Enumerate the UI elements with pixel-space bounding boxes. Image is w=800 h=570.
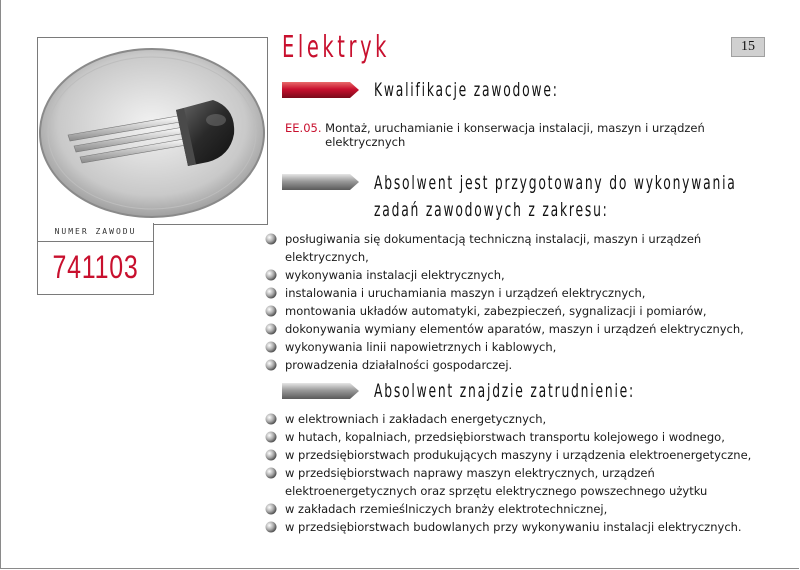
gray-sphere-bullet-icon (265, 431, 277, 443)
gray-sphere-bullet-icon (265, 287, 277, 299)
tasks-heading-line2: zadań zawodowych z zakresu: (374, 199, 609, 221)
tasks-heading-line1: Absolwent jest przygotowany do wykonywania (374, 172, 737, 194)
list-item-text: prowadzenia działalności gospodarczej. (285, 358, 513, 372)
list-item (265, 230, 745, 266)
list-item-text: w elektrowniach i zakładach energetycznych, (285, 412, 547, 426)
profession-code-value: 741103 (52, 249, 139, 285)
list-item (265, 428, 751, 446)
gray-sphere-bullet-icon (265, 305, 277, 317)
tasks-list (265, 230, 745, 374)
page-number: 15 (731, 37, 765, 57)
list-item-text: montowania układów automatyki, zabezpieczeń, sygnalizacji i pomiarów, (285, 304, 707, 318)
list-item (265, 320, 745, 338)
list-item-text: instalowania i uruchamiania maszyn i urządzeń elektrycznych, (285, 286, 646, 300)
transistor-image (37, 37, 268, 225)
gray-sphere-bullet-icon (265, 233, 277, 245)
qualification-item (285, 121, 765, 149)
list-item-text: posługiwania się dokumentacją techniczną instalacji, maszyn i urządzeń elektrycznych, (285, 232, 702, 264)
list-item (265, 518, 751, 536)
list-item (265, 284, 745, 302)
qualification-text: Montaż, uruchamianie i konserwacja instalacji, maszyn i urządzeń elektrycznych (325, 121, 705, 149)
gray-sphere-bullet-icon (265, 413, 277, 425)
list-item-text: wykonywania instalacji elektrycznych, (285, 268, 505, 282)
gray-sphere-bullet-icon (265, 323, 277, 335)
list-item-text: w hutach, kopalniach, przedsiębiorstwach transportu kolejowego i wodnego, (285, 430, 725, 444)
list-item-text: w przedsiębiorstwach produkujących maszyny i urządzenia elektroenergetyczne, (285, 448, 752, 462)
list-item (265, 464, 751, 500)
list-item (265, 446, 751, 464)
qualification-code: EE.05. (285, 121, 322, 135)
profession-code-label: NUMER ZAWODU (38, 223, 153, 242)
gray-sphere-bullet-icon (265, 359, 277, 371)
list-item (265, 410, 751, 428)
list-item-text: w zakładach rzemieślniczych branży elektrotechnicznej, (285, 502, 608, 516)
employment-list (265, 410, 751, 536)
gray-arrow-banner-icon (282, 172, 360, 192)
gray-sphere-bullet-icon (265, 269, 277, 281)
list-item (265, 302, 745, 320)
list-item-text: w przedsiębiorstwach naprawy maszyn elektrycznych, urządzeń elektroenergetycznych oraz sprzętu elektrycznego powszechnego użytku (285, 466, 708, 498)
gray-sphere-bullet-icon (265, 467, 277, 479)
profession-code-box (37, 223, 154, 295)
list-item (265, 266, 745, 284)
gray-sphere-bullet-icon (265, 503, 277, 515)
list-item-text: w przedsiębiorstwach budowlanych przy wykonywaniu instalacji elektrycznych. (285, 520, 742, 534)
list-item-text: wykonywania linii napowietrznych i kablowych, (285, 340, 557, 354)
list-item (265, 500, 751, 518)
list-item-text: dokonywania wymiany elementów aparatów, maszyn i urządzeń elektrycznych, (285, 322, 744, 336)
page-title: Elektryk (282, 30, 391, 65)
red-arrow-banner-icon (282, 80, 360, 100)
list-item (265, 356, 745, 374)
qualifications-heading: Kwalifikacje zawodowe: (374, 79, 559, 101)
gray-arrow-banner-icon (282, 381, 360, 401)
list-item (265, 338, 745, 356)
employment-heading: Absolwent znajdzie zatrudnienie: (374, 380, 636, 402)
gray-sphere-bullet-icon (265, 521, 277, 533)
gray-sphere-bullet-icon (265, 341, 277, 353)
transistor-icon (38, 38, 267, 224)
gray-sphere-bullet-icon (265, 449, 277, 461)
